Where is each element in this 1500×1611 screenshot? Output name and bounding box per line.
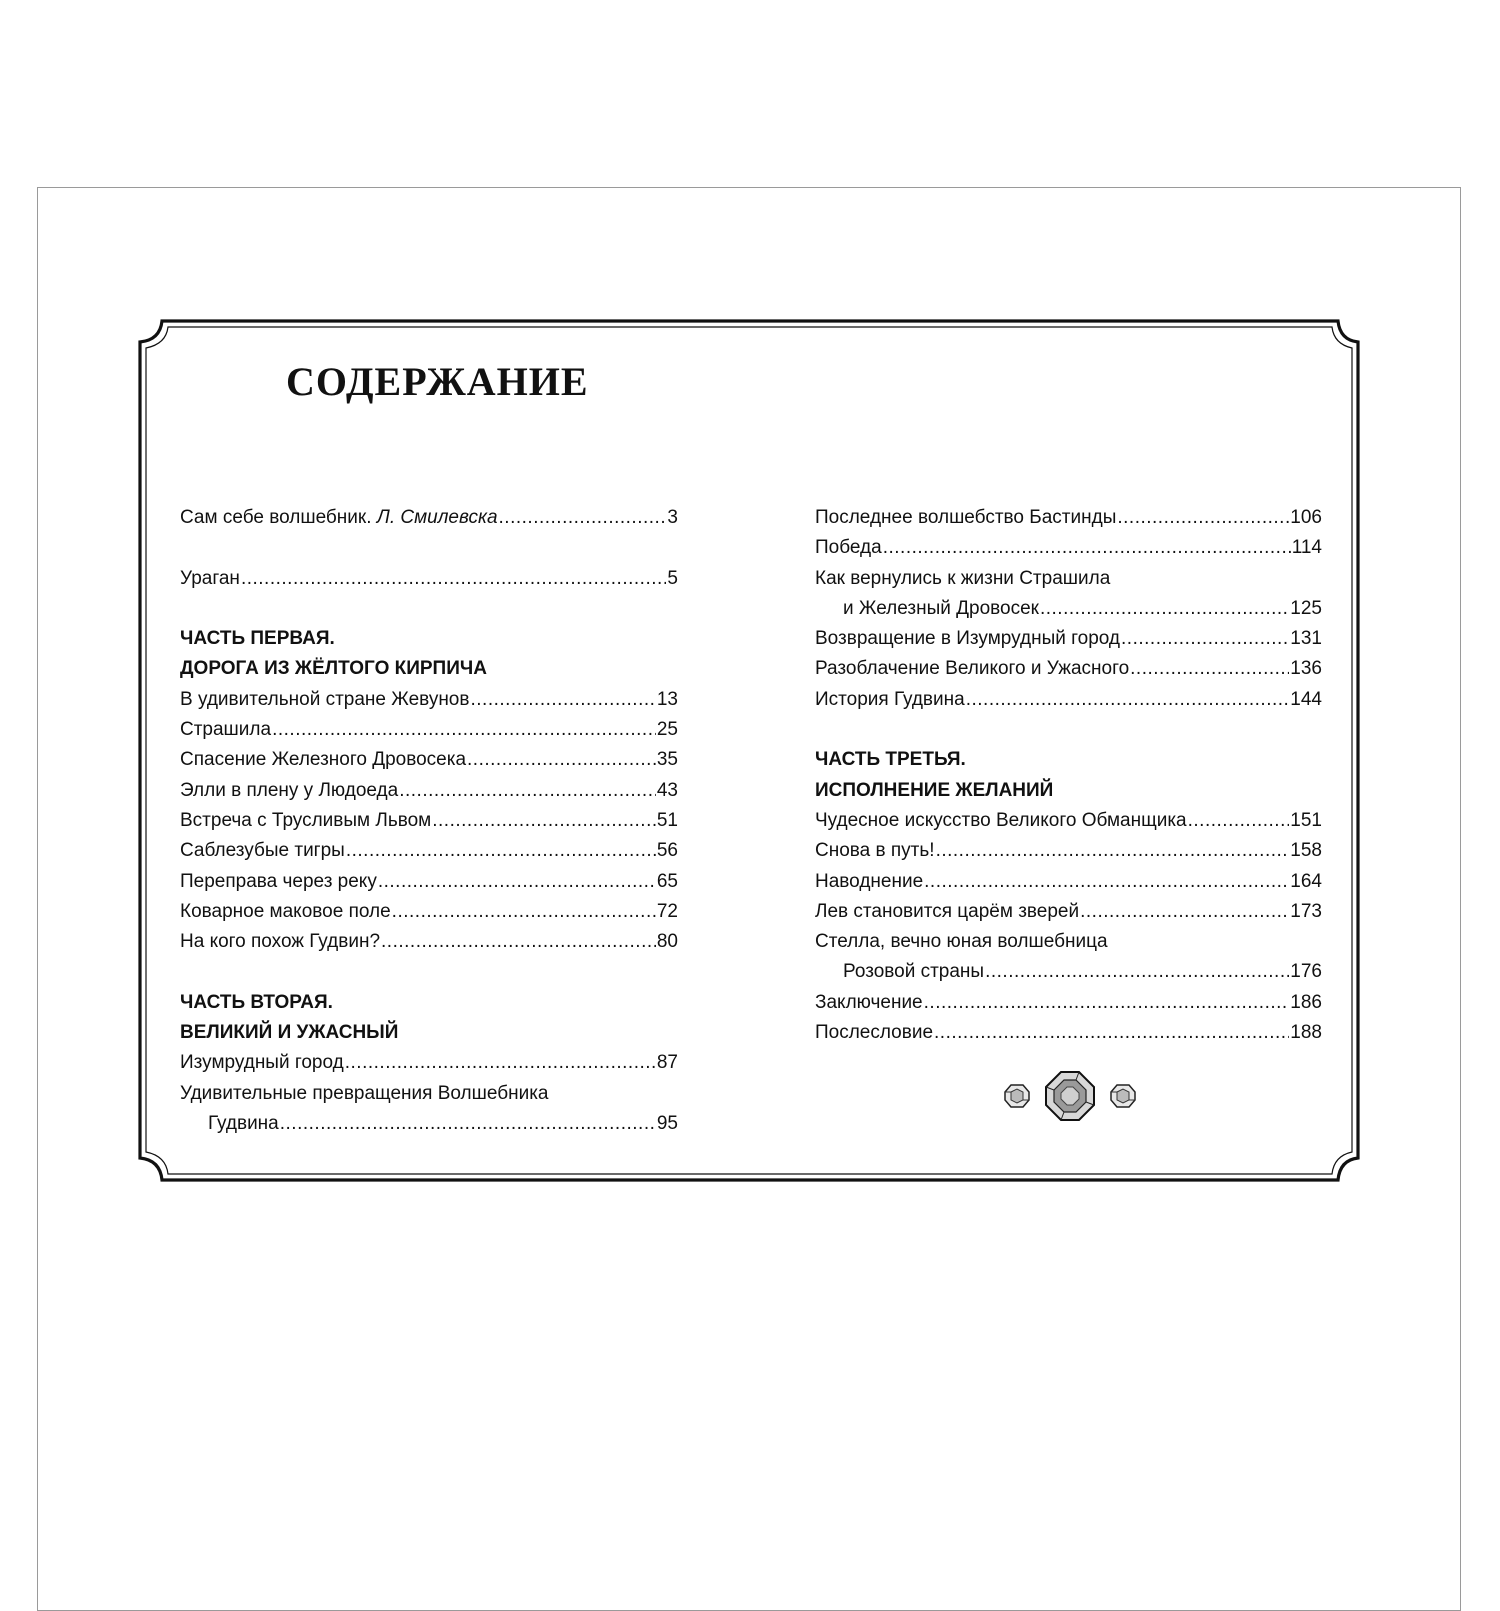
page-number: 56 — [656, 840, 678, 862]
page-number: 51 — [656, 809, 678, 831]
page-number: 80 — [656, 931, 678, 953]
entry-label: и Железный Дровосек — [843, 597, 1039, 619]
toc-entry — [180, 745, 678, 775]
page-number: 158 — [1290, 840, 1322, 862]
toc-entry — [815, 957, 1322, 987]
toc-entry — [180, 1109, 678, 1139]
entry-label: Чудесное искусство Великого Обманщика — [815, 809, 1187, 831]
part-heading: ЧАСТЬ ТРЕТЬЯ. — [815, 749, 966, 771]
entry-label: Лев становится царём зверей — [815, 900, 1080, 922]
dot-leader — [1117, 503, 1289, 533]
entry-label: Заключение — [815, 991, 923, 1013]
dot-leader — [272, 715, 656, 745]
dot-leader — [934, 1018, 1289, 1048]
entry-label: Разоблачение Великого и Ужасного — [815, 658, 1130, 680]
page-number: 136 — [1290, 658, 1322, 680]
toc-entry — [180, 897, 678, 927]
part-heading: ИСПОЛНЕНИЕ ЖЕЛАНИЙ — [815, 779, 1054, 801]
dot-leader — [924, 988, 1290, 1018]
entry-label: Победа — [815, 537, 882, 559]
small-gem-icon — [1005, 1085, 1029, 1107]
page-number: 125 — [1290, 597, 1322, 619]
page-title: СОДЕРЖАНИЕ — [286, 359, 589, 404]
toc-entry — [815, 594, 1322, 624]
entry-label: Последнее волшебство Бастинды — [815, 507, 1117, 528]
dot-leader — [499, 503, 667, 533]
toc-entry — [180, 685, 678, 715]
toc-entry-multiline — [815, 927, 1322, 957]
page-number: 43 — [656, 779, 678, 801]
entry-label: Возвращение в Изумрудный город — [815, 628, 1121, 650]
entry-label: Удивительные превращения Волшебника — [180, 1082, 549, 1104]
toc-entry — [180, 1048, 678, 1078]
toc-entry — [180, 715, 678, 745]
entry-label: Коварное маковое поле — [180, 900, 391, 922]
page-number: 65 — [656, 870, 678, 892]
dot-leader — [966, 685, 1290, 715]
spacer — [180, 533, 678, 563]
entry-label: История Гудвина — [815, 688, 965, 710]
entry-label: Страшила — [180, 719, 272, 741]
page-number: 164 — [1290, 870, 1322, 892]
entry-label: Спасение Железного Дровосека — [180, 749, 467, 771]
dot-leader — [241, 564, 666, 594]
entry-label: Послесловие — [815, 1022, 934, 1044]
spacer — [180, 594, 678, 624]
dot-leader — [936, 836, 1290, 866]
dot-leader — [280, 1109, 656, 1139]
page-number: 131 — [1290, 628, 1322, 650]
toc-entry — [815, 685, 1322, 715]
page-number: 5 — [667, 567, 678, 589]
entry-label: Розовой страны — [843, 961, 985, 983]
page-number: 106 — [1290, 507, 1322, 528]
dot-leader — [392, 897, 656, 927]
entry-label: Саблезубые тигры — [180, 840, 345, 862]
dot-leader — [399, 776, 656, 806]
dot-leader — [924, 867, 1289, 897]
entry-label: Наводнение — [815, 870, 924, 892]
entry-label: Переправа через реку — [180, 870, 377, 892]
toc-entry-multiline — [180, 1079, 678, 1109]
dot-leader — [467, 745, 656, 775]
dot-leader — [1188, 806, 1290, 836]
page-number: 188 — [1290, 1022, 1322, 1044]
toc-entry — [180, 503, 678, 533]
part-heading: ЧАСТЬ ВТОРАЯ. — [180, 991, 333, 1013]
toc-entry — [815, 897, 1322, 927]
part-heading: ДОРОГА ИЗ ЖЁЛТОГО КИРПИЧА — [180, 658, 487, 680]
dot-leader — [345, 1048, 656, 1078]
entry-label: Элли в плену у Людоеда — [180, 779, 399, 801]
entry-label: Стелла, вечно юная волшебница — [815, 931, 1108, 953]
toc-entry — [815, 503, 1322, 533]
entry-label: Изумрудный город — [180, 1052, 344, 1074]
entry-label: На кого похож Гудвин? — [180, 931, 381, 953]
page-number: 35 — [656, 749, 678, 771]
page-number: 151 — [1290, 809, 1322, 831]
small-gem-icon — [1111, 1085, 1135, 1107]
toc-entry — [180, 867, 678, 897]
page-number: 114 — [1291, 537, 1322, 559]
entry-label: В удивительной стране Жевунов — [180, 688, 470, 710]
part-heading: ЧАСТЬ ПЕРВАЯ. — [180, 628, 335, 650]
entry-label: Как вернулись к жизни Страшила — [815, 567, 1111, 589]
entry-label: Снова в путь! — [815, 840, 935, 862]
toc-entry — [815, 654, 1322, 684]
page-number: 144 — [1290, 688, 1322, 710]
entry-label: Ураган — [180, 567, 240, 589]
toc-entry — [815, 1018, 1322, 1048]
toc-entry — [180, 776, 678, 806]
toc-entry — [180, 836, 678, 866]
dot-leader — [1040, 594, 1289, 624]
dot-leader — [346, 836, 656, 866]
large-gem-icon — [1046, 1072, 1094, 1120]
toc-entry — [180, 806, 678, 836]
entry-author: Л. Смилевска — [376, 507, 498, 528]
dot-leader — [1121, 624, 1289, 654]
toc-entry — [815, 988, 1322, 1018]
page-number: 25 — [656, 719, 678, 741]
dot-leader — [1080, 897, 1289, 927]
gems-ornament — [1000, 1070, 1140, 1130]
page-number: 72 — [656, 900, 678, 922]
page-number: 87 — [656, 1052, 678, 1074]
spacer — [815, 715, 1322, 745]
dot-leader — [432, 806, 656, 836]
dot-leader — [1130, 654, 1289, 684]
dot-leader — [470, 685, 655, 715]
page-number: 176 — [1290, 961, 1322, 983]
page-number: 3 — [667, 507, 678, 528]
toc-left-column — [180, 503, 678, 1139]
page-number: 95 — [656, 1112, 678, 1134]
page-number: 13 — [656, 688, 678, 710]
toc-entry — [815, 806, 1322, 836]
entry-label: Встреча с Трусливым Львом — [180, 809, 432, 831]
entry-label: Гудвина — [208, 1112, 279, 1134]
dot-leader — [381, 927, 656, 957]
toc-entry — [815, 867, 1322, 897]
toc-entry — [815, 836, 1322, 866]
toc-entry — [180, 564, 678, 594]
toc-right-column — [815, 503, 1322, 1048]
dot-leader — [985, 957, 1289, 987]
page-number: 186 — [1290, 991, 1322, 1013]
toc-entry — [180, 927, 678, 957]
page-number: 173 — [1290, 900, 1322, 922]
entry-label: Сам себе волшебник. — [180, 507, 377, 528]
spacer — [180, 957, 678, 987]
dot-leader — [883, 533, 1291, 563]
toc-entry-multiline — [815, 564, 1322, 594]
dot-leader — [378, 867, 656, 897]
toc-entry — [815, 533, 1322, 563]
toc-entry — [815, 624, 1322, 654]
part-heading: ВЕЛИКИЙ И УЖАСНЫЙ — [180, 1022, 399, 1044]
